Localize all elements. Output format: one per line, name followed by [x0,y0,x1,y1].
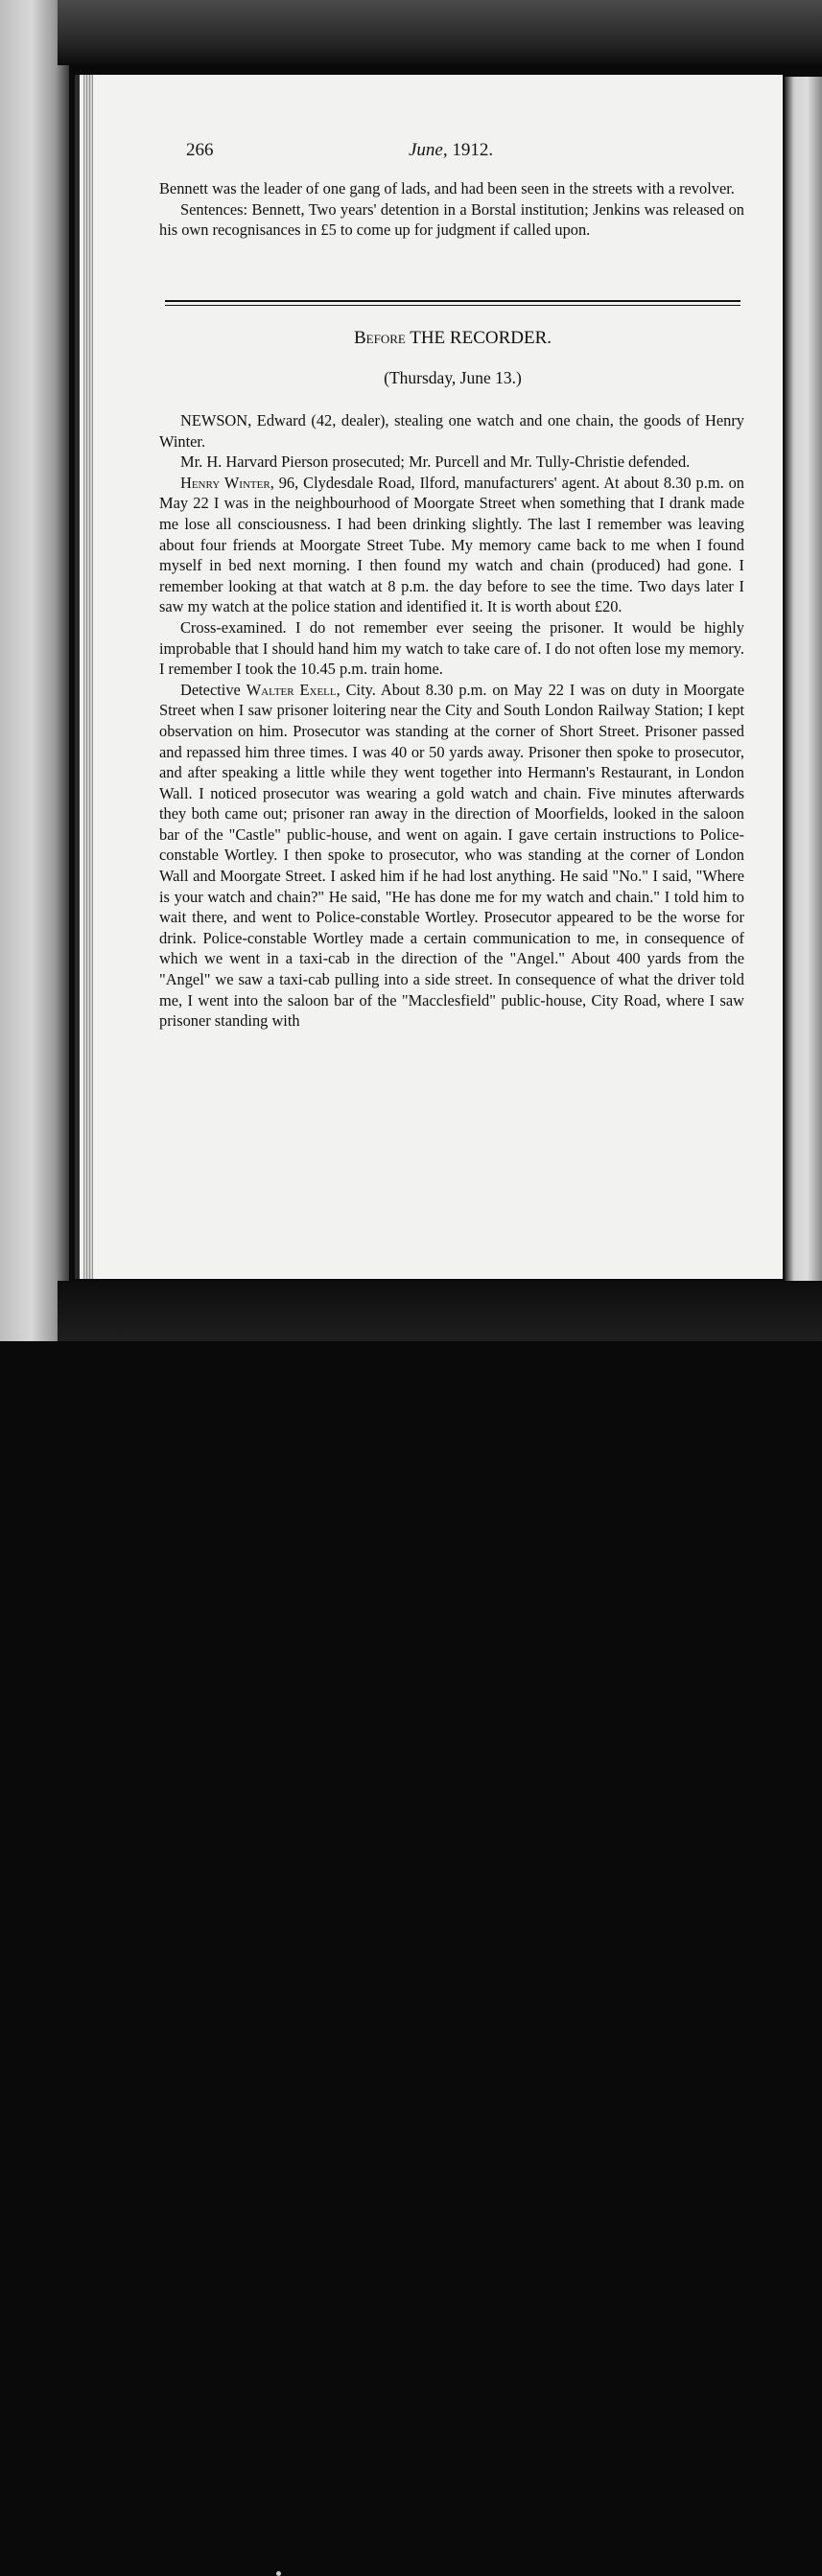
section-heading: Before THE RECORDER. [353,328,552,348]
running-head [165,140,587,165]
cross-examination: Cross-examined. I do not remember ever seeing the prisoner. It would be highly improbable that I should hand him my watch to take care of. I do not often lose my memory. I remember I took the 10.45 p.m. train home. [159,617,744,679]
section-rule [165,305,740,306]
scan-margin-bottom [58,1281,822,1341]
page-number: 266 [186,140,214,160]
witness-name: Henry Winter [180,473,270,492]
running-head-date: June, 1912. [409,140,494,160]
paragraph: Bennett was the leader of one gang of lads, and had been seen in the streets with a revolver. [159,179,735,197]
witness-testimony: Henry Winter, 96, Clydesdale Road, Ilford, manufacturers' agent. At about 8.30 p.m. on May 22 I was in the neighbourhood of Moorgate Street when something that I drank made me lose all consciousness. I had been drinking slightly. The last I remember was leaving about four friends at Moorgate Street Tube. My memory came back to me when I found myself in bed next morning. I then found my watch and chain (produced) had gone. I remember looking at that watch at 8 p.m. the day before to see the time. Two days later I saw my watch at the police station and identified it. It is worth about £20. [159,473,745,616]
scan-margin-right [785,77,822,1285]
counsel: Mr. H. Harvard Pierson prosecuted; Mr. Purcell and Mr. Tully-Christie defended. [180,453,691,472]
witness-name: Walter Exell [246,680,337,699]
witness-testimony: Detective Walter Exell, City. About 8.30 p.m. on May 22 I was on duty in Moorgate Street when I saw prisoner loitering near the City and South London Railway Station; I kept observation on him. Prosecutor was standing at the corner of Short Street. Prisoner passed and repassed him three times. I was 40 or 50 yards away. Prisoner then spoke to prosecutor, and after speaking a little while they went together into Hermann's Restaurant, in London Wall. I noticed prosecutor was wearing a gold watch and chain. Five minutes afterwards they both came out; prisoner ran away in the direction of Moorfields, looked in the saloon bar of the "Castle" public-house, and went on again. I gave certain instructions to Police-constable Wortley. I then spoke to prosecutor, who was standing at the corner of London Wall and Moorgate Street. I asked him if he had lost anything. He said "No." I said, "Where is your watch and chain?" He said, "He has done me for my watch and chain." I told him to wait there, and went to Police-constable Wortley. Prosecutor appeared to be the worse for drink. Police-constable Wortley made a certain communication to me, in consequence of which we went in a taxi-cab in the direction of the "Angel." About 400 yards from the "Angel" we saw a taxi-cab pulling into a side street. In consequence of what the driver told me, I went into the saloon bar of the "Macclesfield" public-house, City Road, where I saw prisoner standing with [159,680,744,1031]
scan-margin-left [0,0,69,1341]
case-text [159,410,744,1032]
page-gutter [83,75,93,1279]
session-date: (Thursday, June 13.) [384,368,522,387]
section-rule [165,300,740,302]
paragraph: Sentences: Bennett, Two years' detention in a Borstal institution; Jenkins was released on his own recognisances in £5 to come up for judgment if called upon. [159,199,744,240]
previous-case-text [159,178,744,241]
scan-margin-top [58,0,822,65]
indictment: NEWSON, Edward (42, dealer), stealing one watch and one chain, the goods of Henry Winter. [159,411,744,451]
